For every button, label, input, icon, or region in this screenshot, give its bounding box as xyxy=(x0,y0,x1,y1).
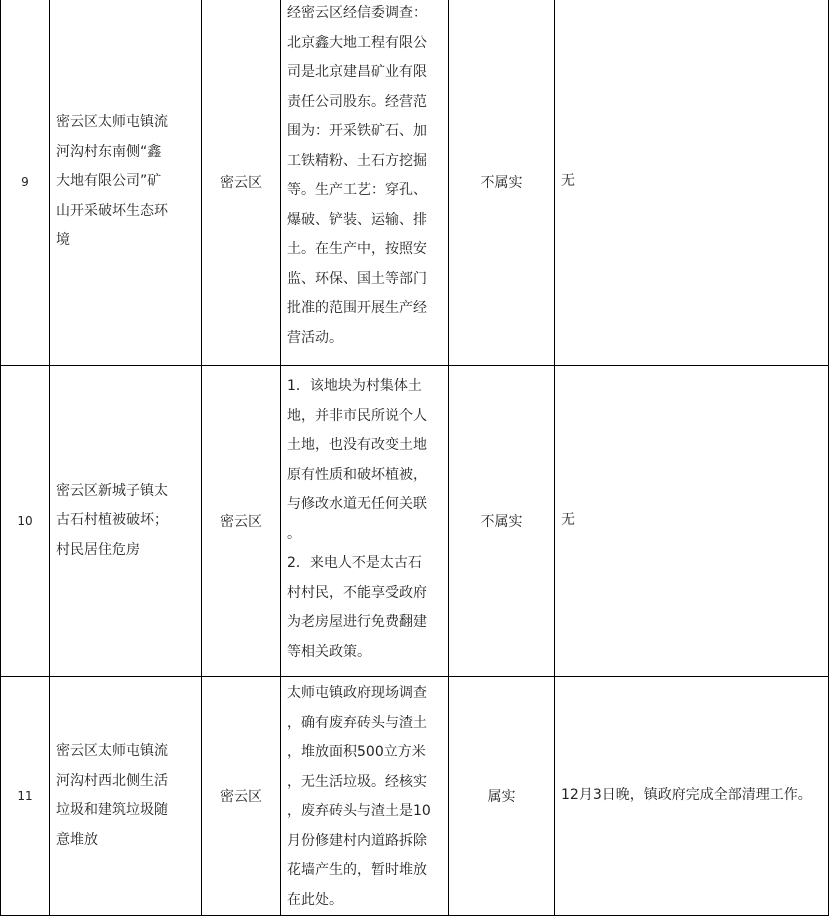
issue-location-line: 山开采破坏生态环 xyxy=(56,202,168,219)
issue-location-line: 村民居住危房 xyxy=(56,541,140,558)
issue-location-line: 垃圾和建筑垃圾随 xyxy=(56,802,168,818)
verdict: 不属实 xyxy=(449,366,555,677)
district: 密云区 xyxy=(202,677,281,916)
finding-line: 等。生产工艺：穿孔、 xyxy=(287,182,427,198)
finding-line: 土地，也没有改变土地 xyxy=(287,437,427,453)
finding-line: 地，并非市民所说个人 xyxy=(287,407,427,424)
investigation-finding xyxy=(281,0,449,366)
finding-line: 司是北京建昌矿业有限 xyxy=(287,64,427,80)
finding-line: ，无生活垃圾。经核实 xyxy=(287,773,427,790)
handling-result: 无 xyxy=(555,366,829,677)
investigation-finding xyxy=(281,677,449,916)
finding-line: ，确有废弃砖头与渣土 xyxy=(287,714,427,731)
finding-line: 营活动。 xyxy=(287,329,343,346)
finding-line: 责任公司股东。经营范 xyxy=(287,93,427,110)
finding-line: 北京鑫大地工程有限公 xyxy=(287,34,427,51)
handling-result: 无 xyxy=(555,0,829,366)
district: 密云区 xyxy=(202,0,281,366)
finding-line: 。 xyxy=(287,525,301,542)
finding-line: 在此处。 xyxy=(287,891,343,908)
finding-line: 2．来电人不是太古石 xyxy=(287,555,422,571)
verdict: 属实 xyxy=(449,677,555,916)
row-number: 10 xyxy=(1,366,50,677)
finding-line: 经密云区经信委调查： xyxy=(287,5,427,21)
row-number: 11 xyxy=(1,677,50,916)
district: 密云区 xyxy=(202,366,281,677)
issue-location-line: 河沟村东南侧“鑫 xyxy=(56,143,162,160)
issue-location xyxy=(50,0,202,366)
finding-line: ，废弃砖头与渣土是10 xyxy=(287,803,431,819)
issue-location-line: 大地有限公司”矿 xyxy=(56,173,162,190)
finding-line: 花墙产生的，暂时堆放 xyxy=(287,862,427,878)
issue-location-line: 河沟村西北侧生活 xyxy=(56,772,168,789)
table-row xyxy=(1,677,829,916)
issue-location xyxy=(50,366,202,677)
handling-result: 12月3日晚，镇政府完成全部清理工作。 xyxy=(555,677,829,916)
table-row xyxy=(1,0,829,366)
issue-location xyxy=(50,677,202,916)
verdict: 不属实 xyxy=(449,0,555,366)
issue-location-line: 密云区太师屯镇流 xyxy=(56,743,168,759)
finding-line: 月份修建村内道路拆除 xyxy=(287,832,427,849)
row-number: 9 xyxy=(1,0,50,366)
finding-line: 1．该地块为村集体土 xyxy=(287,378,422,394)
finding-line: 与修改水道无任何关联 xyxy=(287,496,427,512)
finding-line: 等相关政策。 xyxy=(287,643,371,660)
finding-line: 为老房屋进行免费翻建 xyxy=(287,614,427,630)
finding-line: 工铁精粉、土石方挖掘 xyxy=(287,152,427,169)
finding-line: 围为：开采铁矿石、加 xyxy=(287,123,427,139)
finding-line: 土。在生产中，按照安 xyxy=(287,241,427,257)
issue-location-line: 密云区新城子镇太 xyxy=(56,482,168,499)
finding-line: ，堆放面积500立方米 xyxy=(287,744,426,760)
issue-location-line: 密云区太师屯镇流 xyxy=(56,114,168,131)
finding-line: 村村民，不能享受政府 xyxy=(287,584,427,601)
finding-line: 批准的范围开展生产经 xyxy=(287,300,427,316)
table-row xyxy=(1,366,829,677)
issue-location-line: 古石村植被破坏； xyxy=(56,512,168,529)
investigation-finding xyxy=(281,366,449,677)
finding-line: 原有性质和破坏植被， xyxy=(287,466,427,483)
finding-line: 监、环保、国土等部门 xyxy=(287,270,427,287)
issue-location-line: 境 xyxy=(56,232,70,249)
issue-location-line: 意堆放 xyxy=(56,831,98,848)
finding-line: 太师屯镇政府现场调查 xyxy=(287,685,427,701)
finding-line: 爆破、铲装、运输、排 xyxy=(287,211,427,228)
